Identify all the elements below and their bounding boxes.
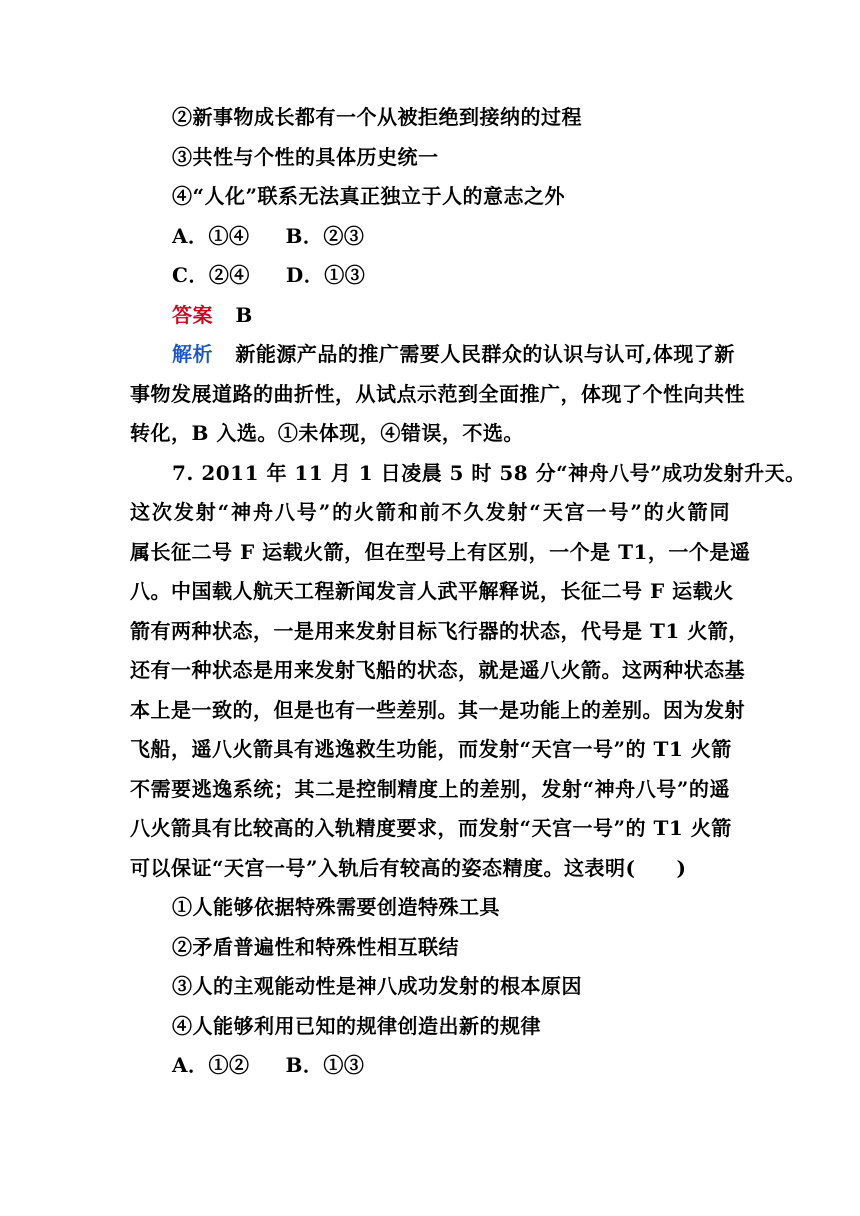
question-stem-line: 这次发射“神舟八号”的火箭和前不久发射“天宫一号”的火箭同 — [130, 500, 730, 524]
option-3: ③共性与个性的具体历史统一 — [172, 145, 439, 169]
choice-d: D．①③ — [285, 263, 366, 287]
answer-value: B — [235, 303, 253, 327]
question-stem-line: 还有一种状态是用来发射飞船的状态，就是遥八火箭。这两种状态基 — [130, 658, 745, 682]
choice-a: A．①② — [172, 1053, 250, 1077]
choice-b: B．①③ — [285, 1053, 365, 1077]
analysis-label: 解析 — [172, 342, 213, 366]
q7-option-1: ①人能够依据特殊需要创造特殊工具 — [172, 895, 500, 919]
choice-row — [172, 224, 364, 248]
question-stem-line: 飞船，遥八火箭具有逃逸救生功能，而发射“天宫一号”的 T1 火箭 — [130, 737, 732, 761]
choice-c: C．②④ — [172, 263, 250, 287]
question-stem-line: 八火箭具有比较高的入轨精度要求，而发射“天宫一号”的 T1 火箭 — [130, 816, 732, 840]
question-stem-line: 属长征二号 F 运载火箭，但在型号上有区别，一个是 T1，一个是遥 — [130, 540, 751, 564]
answer-line — [172, 303, 253, 327]
question-stem-line: 本上是一致的，但是也有一些差别。其一是功能上的差别。因为发射 — [130, 698, 745, 722]
choice-b: B．②③ — [285, 224, 365, 248]
analysis-line: 事物发展道路的曲折性，从试点示范到全面推广，体现了个性向共性 — [130, 382, 745, 406]
question-stem-line: 可以保证“天宫一号”入轨后有较高的姿态精度。这表明( ) — [130, 856, 687, 880]
analysis-line — [172, 342, 735, 366]
option-4: ④“人化”联系无法真正独立于人的意志之外 — [172, 184, 566, 208]
question-stem-line: 八。中国载人航天工程新闻发言人武平解释说，长征二号 F 运载火 — [130, 579, 734, 603]
answer-label: 答案 — [172, 303, 213, 327]
question-stem-line: 7. 2011 年 11 月 1 日凌晨 5 时 58 分“神舟八号”成功发射升天。 — [172, 461, 806, 485]
choice-row — [172, 1053, 364, 1077]
choice-a: A．①④ — [172, 224, 250, 248]
analysis-line: 转化，B 入选。①未体现，④错误，不选。 — [130, 421, 524, 445]
q7-option-2: ②矛盾普遍性和特殊性相互联结 — [172, 935, 459, 959]
choice-row — [172, 263, 365, 287]
q7-option-4: ④人能够利用已知的规律创造出新的规律 — [172, 1014, 541, 1038]
q7-option-3: ③人的主观能动性是神八成功发射的根本原因 — [172, 974, 582, 998]
question-stem-line: 不需要逃逸系统；其二是控制精度上的差别，发射“神舟八号”的遥 — [130, 777, 730, 801]
analysis-text: 新能源产品的推广需要人民群众的认识与认可,体现了新 — [235, 342, 735, 366]
option-2: ②新事物成长都有一个从被拒绝到接纳的过程 — [172, 105, 582, 129]
question-stem-line: 箭有两种状态，一是用来发射目标飞行器的状态，代号是 T1 火箭， — [130, 619, 749, 643]
